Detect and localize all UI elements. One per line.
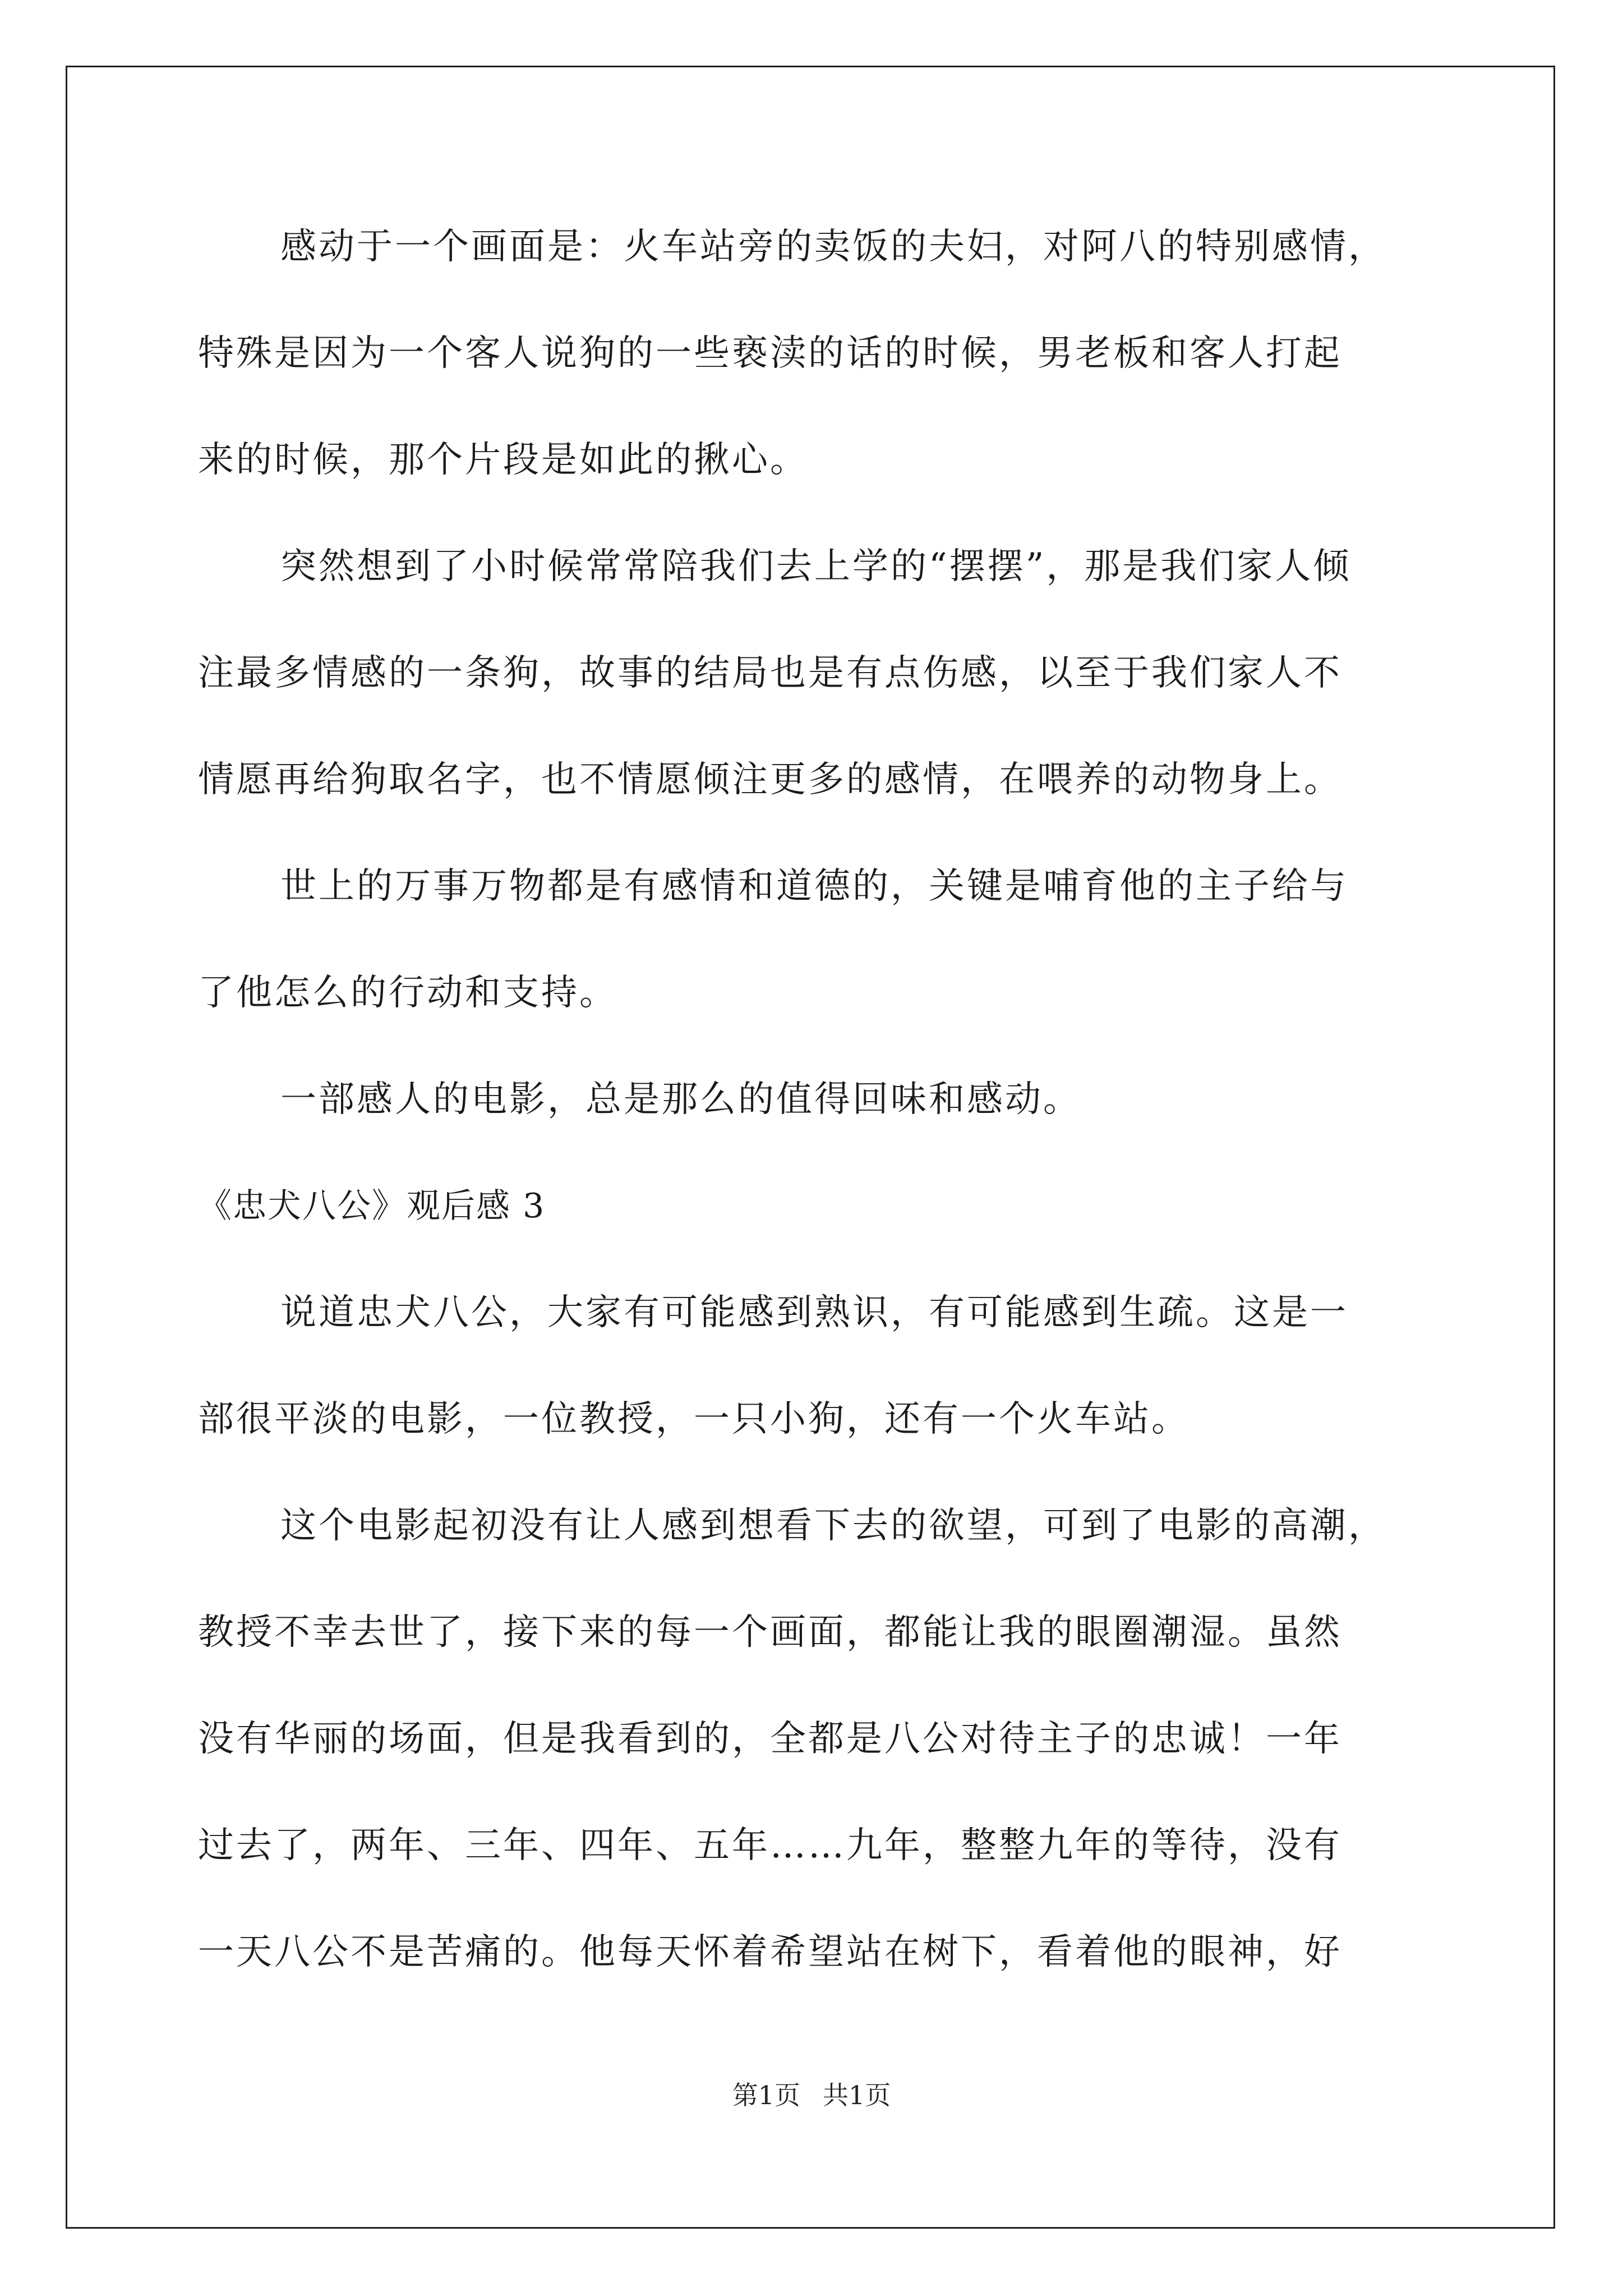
- paragraph-line: 情愿再给狗取名字，也不情愿倾注更多的感情，在喂养的动物身上。: [198, 759, 1342, 800]
- paragraph-line: 来的时候，那个片段是如此的揪心。: [198, 439, 808, 481]
- paragraph-line: 部很平淡的电影，一位教授，一只小狗，还有一个火车站。: [198, 1398, 1189, 1440]
- paragraph-line: 一部感人的电影，总是那么的值得回味和感动。: [280, 1079, 1081, 1120]
- page-footer: [0, 2078, 1623, 2112]
- paragraph-line: 过去了，两年、三年、四年、五年……九年，整整九年的等待，没有: [198, 1825, 1342, 1866]
- page-border: [66, 66, 1555, 2229]
- paragraph-line: 没有华丽的场面，但是我看到的，全都是八公对待主子的忠诚！一年: [198, 1718, 1342, 1760]
- paragraph-line: 这个电影起初没有让人感到想看下去的欲望，可到了电影的高潮，: [280, 1505, 1386, 1547]
- paragraph-line: 了他怎么的行动和支持。: [198, 972, 617, 1014]
- paragraph-line: 特殊是因为一个客人说狗的一些亵渎的话的时候，男老板和客人打起: [198, 333, 1342, 374]
- paragraph-line: 一天八公不是苦痛的。他每天怀着希望站在树下，看着他的眼神，好: [198, 1931, 1342, 1973]
- paragraph-line: 说道忠犬八公，大家有可能感到熟识，有可能感到生疏。这是一: [280, 1292, 1348, 1333]
- paragraph-line: 世上的万事万物都是有感情和道德的，关键是哺育他的主子给与: [280, 866, 1348, 907]
- page-number: 第1页: [732, 2080, 800, 2110]
- page-total: 共1页: [823, 2080, 891, 2110]
- paragraph-line: 教授不幸去世了，接下来的每一个画面，都能让我的眼圈潮湿。虽然: [198, 1612, 1342, 1653]
- paragraph-line: 突然想到了小时候常常陪我们去上学的“摆摆”，那是我们家人倾: [280, 546, 1352, 587]
- paragraph-line: 注最多情感的一条狗，故事的结局也是有点伤感，以至于我们家人不: [198, 652, 1342, 694]
- section-heading: 《忠犬八公》观后感 3: [198, 1186, 546, 1226]
- paragraph-line: 感动于一个画面是：火车站旁的卖饭的夫妇，对阿八的特别感情，: [280, 226, 1386, 268]
